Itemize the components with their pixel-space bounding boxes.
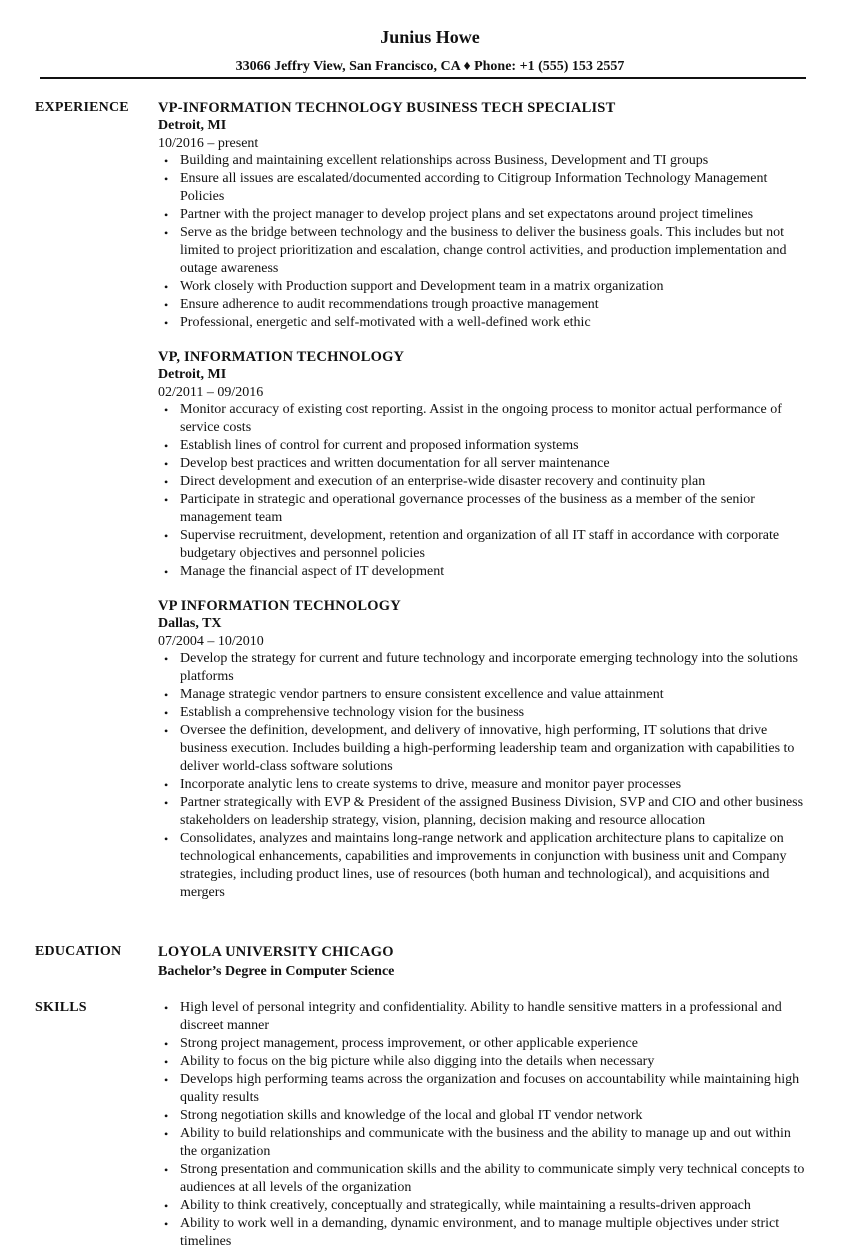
bullet-icon: • [164,226,169,240]
bullet-icon: • [164,1199,169,1213]
job-title: VP, INFORMATION TECHNOLOGY [158,349,405,365]
bullet-icon: • [164,457,169,471]
bullet-text: Develop best practices and written documentation for all server maintenance [180,456,610,471]
bullet-icon: • [164,1109,169,1123]
skill-text: Strong negotiation skills and knowledge of the local and global IT vendor network [180,1108,643,1123]
skill-item [158,999,810,1035]
skill-text: Ability to work well in a demanding, dynamic environment, and to manage multiple objectives under strict timelines [180,1216,780,1249]
school-name: LOYOLA UNIVERSITY CHICAGO [158,944,394,960]
skill-item [158,1053,810,1071]
header-divider [40,77,806,79]
bullet-text: Work closely with Production support and Development team in a matrix organization [180,279,664,294]
skill-item [158,1125,810,1161]
job-entry [158,597,810,902]
job-bullets [158,152,810,332]
bullet-item [158,776,810,794]
bullet-icon: • [164,1127,169,1141]
skill-item [158,1035,810,1053]
bullet-icon: • [164,316,169,330]
skill-text: Ability to build relationships and communicate with the business and the ability to manage up and out within the organization [180,1126,791,1159]
bullet-text: Develop the strategy for current and future technology and incorporate emerging technology into the solutions platforms [180,651,798,684]
bullet-item [158,206,810,224]
bullet-text: Ensure adherence to audit recommendations trough proactive management [180,297,599,312]
skill-text: High level of personal integrity and confidentiality. Ability to handle sensitive matters in a professional and discreet manner [180,1000,782,1033]
bullet-text: Manage strategic vendor partners to ensure consistent excellence and value attainment [180,687,664,702]
bullet-icon: • [164,1037,169,1051]
skills-body [158,999,810,1251]
bullet-item [158,224,810,278]
bullet-icon: • [164,778,169,792]
experience-body [158,99,810,918]
bullet-text: Oversee the definition, development, and delivery of innovative, high performing, IT solutions that drive business execution. Includes building a high-performing leadership team and organization with capabilities to deliver world-class software solutions [180,723,795,774]
job-dates: 07/2004 – 10/2010 [158,634,264,649]
skill-item [158,1161,810,1197]
bullet-item [158,686,810,704]
bullet-text: Building and maintaining excellent relationships across Business, Development and TI groups [180,153,709,168]
job-location: Detroit, MI [158,367,227,382]
skill-text: Develops high performing teams across the organization and focuses on accountability while maintaining high quality results [180,1072,800,1105]
bullet-text: Incorporate analytic lens to create systems to drive, measure and monitor payer processes [180,777,682,792]
job-location: Dallas, TX [158,616,222,631]
bullet-item [158,704,810,722]
bullet-item [158,152,810,170]
bullet-item [158,296,810,314]
bullet-icon: • [164,565,169,579]
bullet-item [158,722,810,776]
bullet-icon: • [164,1055,169,1069]
bullet-item [158,527,810,563]
bullet-text: Ensure all issues are escalated/documented according to Citigroup Information Technology Management Policies [180,171,768,204]
bullet-icon: • [164,1217,169,1231]
bullet-text: Supervise recruitment, development, retention and organization of all IT staff in accordance with corporate budgetary objectives and personnel policies [180,528,780,561]
bullet-icon: • [164,493,169,507]
bullet-item [158,473,810,491]
bullet-item [158,491,810,527]
skills-list [158,999,810,1251]
bullet-icon: • [164,403,169,417]
bullet-icon: • [164,172,169,186]
bullet-item [158,650,810,686]
bullet-item [158,401,810,437]
job-bullets [158,650,810,902]
bullet-icon: • [164,475,169,489]
bullet-icon: • [164,1073,169,1087]
bullet-item [158,278,810,296]
job-entry [158,348,810,581]
bullet-icon: • [164,208,169,222]
bullet-item [158,563,810,581]
bullet-text: Monitor accuracy of existing cost reporting. Assist in the ongoing process to monitor actual performance of service costs [180,402,782,435]
bullet-icon: • [164,298,169,312]
job-bullets [158,401,810,581]
candidate-name: Junius Howe [380,27,480,47]
bullet-text: Establish a comprehensive technology vision for the business [180,705,525,720]
job-title: VP INFORMATION TECHNOLOGY [158,598,401,614]
bullet-text: Direct development and execution of an enterprise-wide disaster recovery and continuity plan [180,474,706,489]
bullet-icon: • [164,154,169,168]
skill-text: Ability to focus on the big picture while also digging into the details when necessary [180,1054,655,1069]
bullet-icon: • [164,688,169,702]
bullet-text: Consolidates, analyzes and maintains long-range network and application architecture plans to capitalize on technological enhancements, capabilities and improvements in conjunction with business unit and Company strategies, including product lines, use of resources (both human and technological), and acquisitions and mergers [180,831,787,900]
bullet-text: Manage the financial aspect of IT development [180,564,445,579]
bullet-item [158,437,810,455]
skills-heading: SKILLS [35,1000,87,1015]
bullet-icon: • [164,832,169,846]
skill-text: Strong project management, process improvement, or other applicable experience [180,1036,638,1051]
skill-item [158,1107,810,1125]
skill-item [158,1197,810,1215]
skill-text: Ability to think creatively, conceptually and strategically, while maintaining a results-driven approach [180,1198,751,1213]
experience-heading: EXPERIENCE [35,100,129,115]
job-title: VP-INFORMATION TECHNOLOGY BUSINESS TECH SPECIALIST [158,100,616,116]
bullet-icon: • [164,724,169,738]
job-dates: 02/2011 – 09/2016 [158,385,264,400]
job-location: Detroit, MI [158,118,227,133]
bullet-icon: • [164,796,169,810]
bullet-text: Partner with the project manager to develop project plans and set expectatons around project timelines [180,207,754,222]
bullet-icon: • [164,652,169,666]
job-dates: 10/2016 – present [158,136,259,151]
bullet-text: Serve as the bridge between technology and the business to deliver the business goals. This includes but not limited to project prioritization and escalation, change control activities, and production implementation and outage awareness [180,225,787,276]
education-heading: EDUCATION [35,944,122,959]
bullet-icon: • [164,1163,169,1177]
bullet-item [158,314,810,332]
bullet-text: Participate in strategic and operational governance processes of the business as a member of the senior management team [180,492,755,525]
bullet-icon: • [164,280,169,294]
skill-text: Strong presentation and communication skills and the ability to communicate simply very technical concepts to audiences at all levels of the organization [180,1162,805,1195]
bullet-item [158,455,810,473]
bullet-text: Establish lines of control for current and proposed information systems [180,438,579,453]
bullet-text: Professional, energetic and self-motivated with a well-defined work ethic [180,315,591,330]
bullet-icon: • [164,529,169,543]
degree-name: Bachelor’s Degree in Computer Science [158,964,395,979]
skill-item [158,1071,810,1107]
bullet-icon: • [164,706,169,720]
bullet-icon: • [164,439,169,453]
bullet-item [158,794,810,830]
job-entry [158,99,810,332]
bullet-item [158,170,810,206]
education-body [158,943,810,981]
contact-line: 33066 Jeffry View, San Francisco, CA ♦ Phone: +1 (555) 153 2557 [235,59,625,74]
bullet-text: Partner strategically with EVP & President of the assigned Business Division, SVP and CIO and other business stakeholders on leadership strategy, vision, planning, decision making and resource allocation [180,795,804,828]
bullet-item [158,830,810,902]
skill-item [158,1215,810,1251]
bullet-icon: • [164,1001,169,1015]
